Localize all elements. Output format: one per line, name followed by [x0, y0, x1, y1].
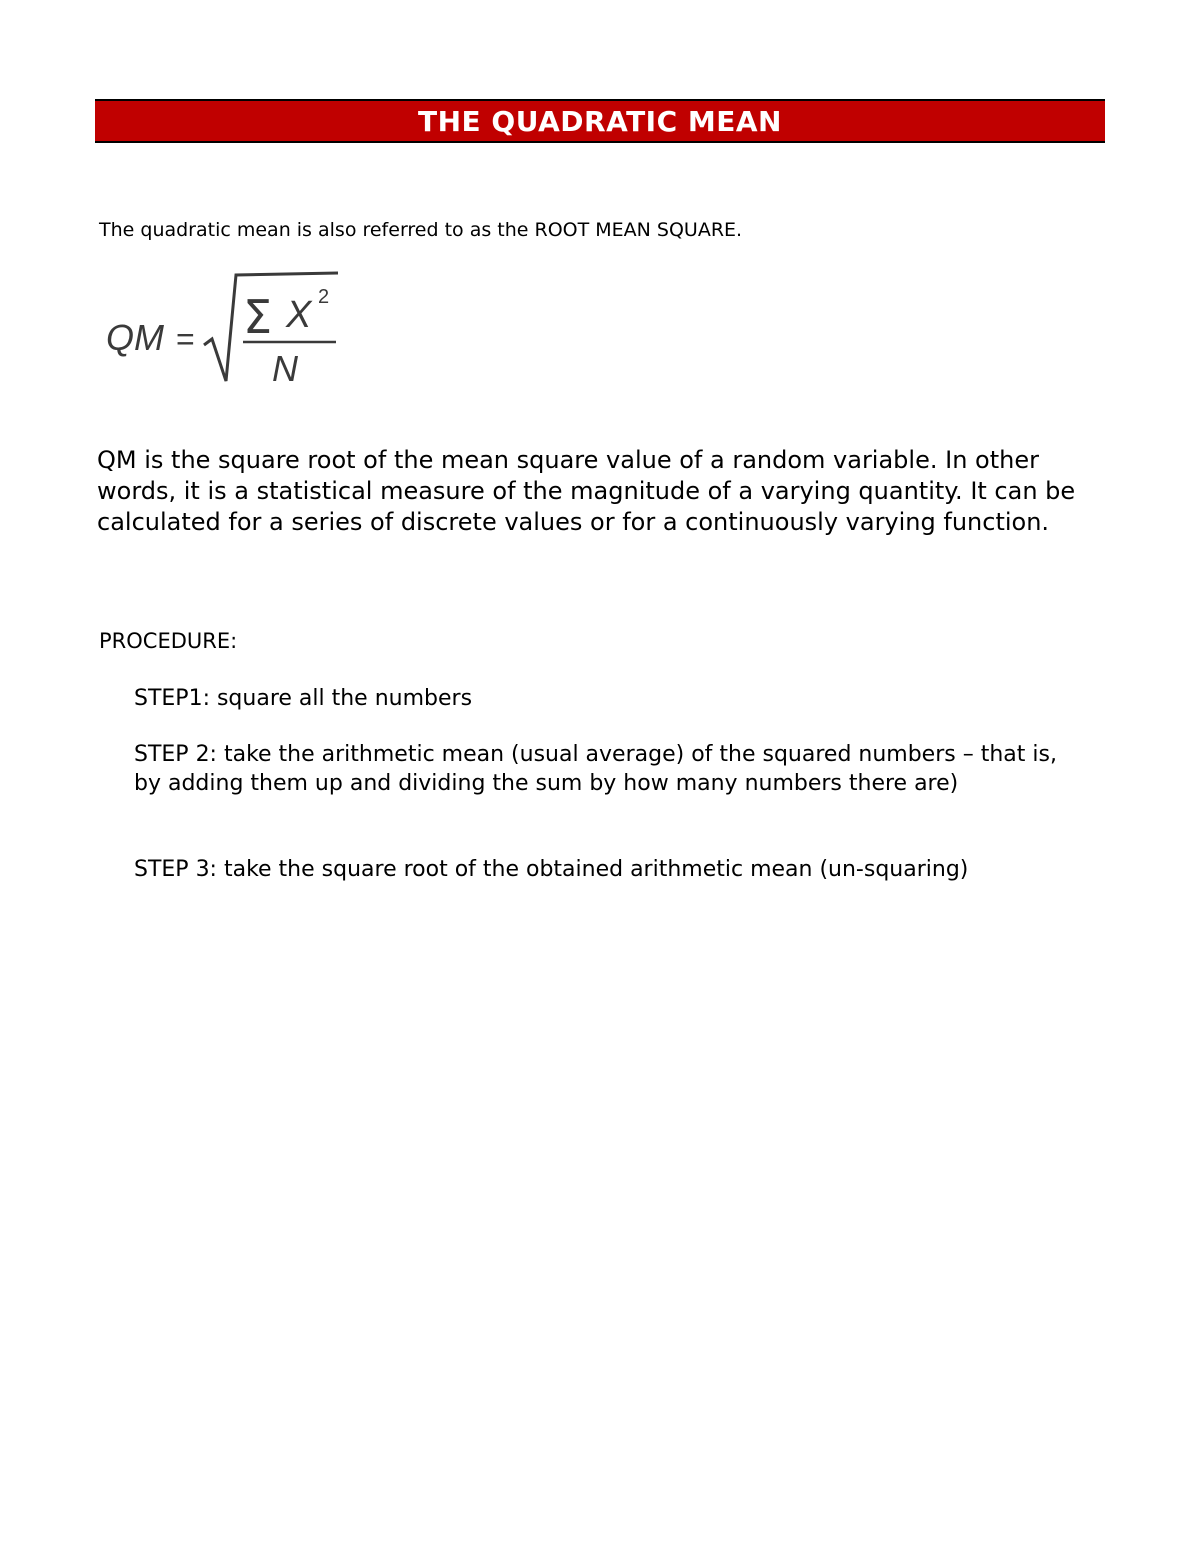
page-title: THE QUADRATIC MEAN [418, 104, 782, 138]
intro-text: The quadratic mean is also referred to as the ROOT MEAN SQUARE. [99, 219, 743, 241]
title-banner [95, 99, 1105, 143]
procedure-step-1: STEP1: square all the numbers [134, 686, 473, 711]
formula-equals: = [176, 321, 195, 357]
formula-lhs: QM [106, 317, 164, 358]
quadratic-mean-formula [100, 265, 350, 390]
formula-variable: X [286, 294, 312, 336]
formula-sigma: Σ [243, 290, 273, 344]
procedure-step-3: STEP 3: take the square root of the obtained arithmetic mean (un-squaring) [134, 857, 969, 882]
procedure-heading: PROCEDURE: [99, 629, 238, 653]
definition-paragraph: QM is the square root of the mean square value of a random variable. In other words, it is a statistical measure of the magnitude of a varying quantity. It can be calculated for a series of discrete values or for a continuously varying function. [97, 446, 1076, 536]
procedure-step-2: STEP 2: take the arithmetic mean (usual average) of the squared numbers – that is, by adding them up and dividing the sum by how many numbers there are) [134, 742, 1057, 796]
formula-exponent: 2 [318, 286, 330, 308]
formula-denominator: N [272, 348, 298, 389]
